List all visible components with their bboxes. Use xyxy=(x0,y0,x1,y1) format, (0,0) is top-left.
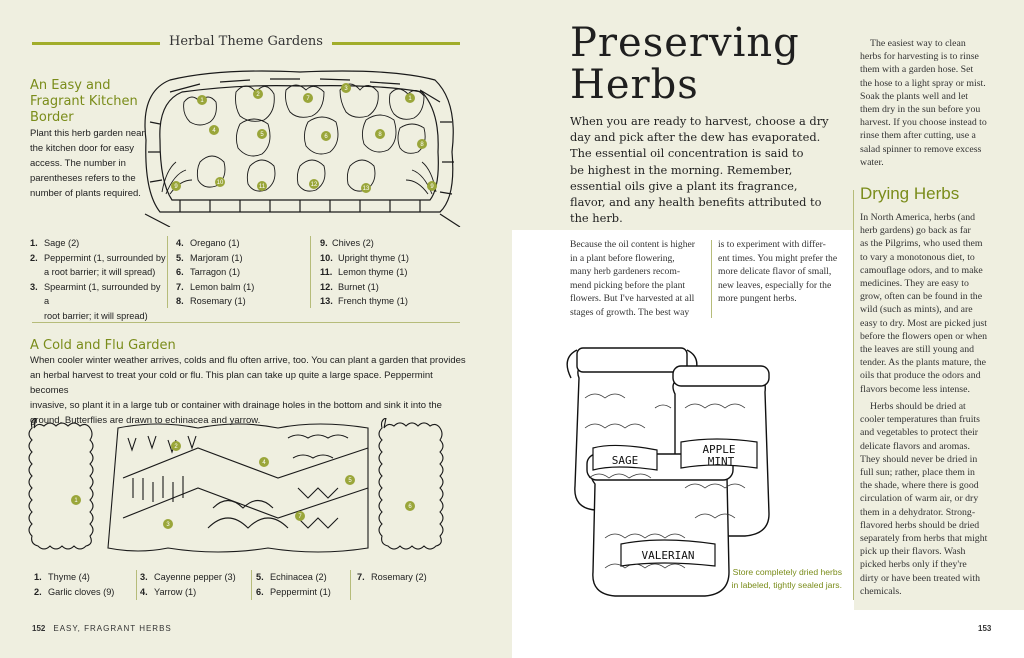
garden2-body-line: When cooler winter weather arrives, colds and flu often arrive, too. You can plant a garden that provides xyxy=(30,355,466,366)
item-label: Marjoram (1) xyxy=(190,252,243,263)
list-item xyxy=(176,236,304,251)
item-number: 1. xyxy=(34,572,42,582)
garden1-plant-list-col1 xyxy=(30,236,166,323)
item-label: Burnet (1) xyxy=(338,281,379,292)
list-item xyxy=(320,294,460,309)
sidebar-line: Herbs should be dried at xyxy=(870,401,966,412)
drying-paragraph-2 xyxy=(860,400,994,598)
item-number: 9. xyxy=(320,238,328,248)
left-folio xyxy=(32,624,172,633)
list-item xyxy=(176,251,304,266)
sidebar-line: as the Pilgrims, who used them xyxy=(860,238,983,250)
list-item xyxy=(140,585,252,600)
herb-jars-illustration xyxy=(565,338,775,600)
sidebar-line: tender. As the plants mature, the xyxy=(860,357,986,369)
body-line: new leaves, especially for the xyxy=(718,279,832,291)
item-label: Upright thyme (1) xyxy=(338,252,409,263)
list-divider xyxy=(350,570,351,600)
sidebar-line: herb gardens) go back as far xyxy=(860,225,971,237)
list-item xyxy=(30,280,166,309)
list-item xyxy=(140,570,252,585)
marker-number: 6 xyxy=(324,134,328,140)
item-label: Garlic cloves (9) xyxy=(48,586,115,597)
apple-mint-jar-lid xyxy=(673,366,769,386)
kitchen-garden-plan-illustration xyxy=(140,62,465,227)
item-label: Chives (2) xyxy=(332,238,374,248)
list-item xyxy=(176,280,304,295)
marker-number: 13 xyxy=(362,186,370,192)
sidebar-line: chemicals. xyxy=(860,585,902,597)
sidebar-line: They should never be dried in xyxy=(860,453,978,465)
marker-number: 8 xyxy=(378,132,382,138)
marker-number: 2 xyxy=(256,92,260,98)
jar-label-text: VALERIAN xyxy=(641,549,695,562)
body-line: Because the oil content is higher xyxy=(570,239,695,250)
intro-line: flavor, and any health benefits attributed to xyxy=(570,195,822,210)
sidebar-line: them dry in the sun before you xyxy=(860,104,981,116)
item-label: Lemon balm (1) xyxy=(190,281,255,292)
intro-line: day and pick after the dew has evaporated. xyxy=(570,130,821,145)
garden2-body xyxy=(30,353,470,428)
running-head-text: Herbal Theme Gardens xyxy=(169,34,323,49)
item-label: Yarrow (1) xyxy=(154,586,197,597)
item-number: 7. xyxy=(176,281,184,292)
cold-flu-garden-plan-illustration xyxy=(28,418,458,563)
sidebar-rule xyxy=(853,190,854,600)
marker-number: 2 xyxy=(174,444,178,450)
sidebar-line: picked herbs only if they're xyxy=(860,559,967,571)
list-item xyxy=(176,265,304,280)
item-number: 3. xyxy=(140,572,148,582)
garden1-body-line: Plant this herb garden near xyxy=(30,128,145,139)
garden1-body-line: access. The number in xyxy=(30,158,126,169)
sidebar-line: the leaves are still young and xyxy=(860,344,974,356)
jar-label-text: MINT xyxy=(707,455,735,468)
sidebar-line: camouflage odors, and to make xyxy=(860,264,983,276)
garden1-title-line: An Easy and xyxy=(30,78,111,93)
item-label: Oregano (1) xyxy=(190,238,240,248)
item-label: Tarragon (1) xyxy=(190,267,241,277)
garden2-body-line: an herbal harvest to treat your cold or flu. This plan can take up quite a large space. Peppermint becomes xyxy=(30,370,433,396)
item-number: 4. xyxy=(140,586,148,597)
list-divider xyxy=(310,236,311,308)
section-divider xyxy=(32,322,460,323)
sidebar-line: circulation of warm air, or dry xyxy=(860,493,979,505)
sidebar-line: and vegetables to protect their xyxy=(860,427,979,439)
list-divider xyxy=(251,570,252,600)
sidebar-line: water. xyxy=(860,156,884,168)
marker-number: 7 xyxy=(298,514,302,520)
item-number: 1. xyxy=(30,238,38,248)
marker-number: 3 xyxy=(166,522,170,528)
sidebar-line: flavored herbs should be dried xyxy=(860,519,980,531)
intro-line: When you are ready to harvest, choose a dry xyxy=(570,114,829,128)
item-label: a root barrier; it will spread) xyxy=(44,267,156,277)
marker-number: 4 xyxy=(262,460,266,466)
item-label: French thyme (1) xyxy=(338,296,408,306)
item-label: Lemon thyme (1) xyxy=(338,267,408,277)
item-number: 5. xyxy=(176,252,184,263)
sidebar-line: separately from herbs that might xyxy=(860,533,988,545)
folio-text: EASY, FRAGRANT HERBS xyxy=(53,624,172,633)
sidebar-top-paragraph xyxy=(860,37,994,169)
item-label: Rosemary (2) xyxy=(371,572,427,582)
marker-number: 4 xyxy=(212,128,216,134)
body-line: stages of growth. The best way xyxy=(570,306,690,318)
list-item xyxy=(34,570,134,585)
list-divider xyxy=(136,570,137,600)
item-number: 4. xyxy=(176,238,184,248)
marker-number: 6 xyxy=(408,504,412,510)
garden2-plant-list-col3 xyxy=(256,570,348,599)
item-number: 6. xyxy=(176,267,184,277)
garden1-title-line: Fragrant Kitchen xyxy=(30,94,138,109)
sidebar-line: pick up their flavors. Wash xyxy=(860,546,966,558)
list-item xyxy=(357,570,457,585)
item-number: 13. xyxy=(320,296,333,306)
sidebar-line: In North America, herbs (and xyxy=(860,212,976,223)
sidebar-line: easy to dry. Most are picked just xyxy=(860,317,987,329)
sidebar-line: them with a garden hose. Set xyxy=(860,64,974,76)
jar-label-text: SAGE xyxy=(611,454,639,467)
center-bed-outline xyxy=(108,424,368,552)
body-line: flowers. But I've harvested at all xyxy=(570,293,695,304)
drying-herbs-heading: Drying Herbs xyxy=(860,184,960,203)
sidebar-line: medicines. They are easy to xyxy=(860,278,969,290)
garden2-body-line: invasive, so plant it in a large tub or container with drainage holes in the bottom and sink it into the xyxy=(30,400,442,411)
marker-number: 8 xyxy=(420,142,424,148)
caption-line: Store completely dried herbs xyxy=(732,567,842,577)
item-number: 10. xyxy=(320,252,333,263)
sidebar-line: the hose to a light spray or mist. xyxy=(860,77,986,89)
list-item xyxy=(320,280,460,295)
body-column-1 xyxy=(570,238,708,319)
item-number: 2. xyxy=(34,586,42,597)
sidebar-line: salad spinner to remove excess xyxy=(860,143,982,155)
item-label: Echinacea (2) xyxy=(270,572,327,582)
garden1-body-line: parentheses refers to the xyxy=(30,173,136,184)
marker-number: 10 xyxy=(216,180,224,186)
item-number: 12. xyxy=(320,281,333,292)
item-label: Peppermint (1, surrounded by xyxy=(44,252,166,263)
running-head-rule-right xyxy=(332,42,460,45)
item-label: Thyme (4) xyxy=(48,572,90,582)
garden2-title: A Cold and Flu Garden xyxy=(30,338,176,353)
list-item xyxy=(256,570,348,585)
intro-line: The essential oil concentration is said to xyxy=(570,146,804,161)
list-item-continuation xyxy=(30,265,166,280)
marker-number: 3 xyxy=(344,86,348,92)
sidebar-line: dirty or have been treated with xyxy=(860,572,980,584)
body-column-2 xyxy=(718,238,850,306)
item-number: 2. xyxy=(30,252,38,263)
jar-label-text: APPLE xyxy=(702,443,736,456)
sidebar-line: Soak the plants well and let xyxy=(860,90,969,102)
list-item xyxy=(30,236,166,251)
sidebar-line: before the flowers open or when xyxy=(860,330,988,342)
sidebar-line: oils that produce the odors and xyxy=(860,370,981,382)
thyme-bed-right xyxy=(379,418,443,549)
intro-line: the herb. xyxy=(570,211,623,226)
item-number: 11. xyxy=(320,267,333,277)
drying-paragraph-1 xyxy=(860,211,994,396)
sidebar-line: herbs for harvesting is to rinse xyxy=(860,51,979,63)
sidebar-line: cooler temperatures than fruits xyxy=(860,414,980,426)
list-divider xyxy=(167,236,168,308)
page-title-line: Herbs xyxy=(570,62,699,108)
marker-number: 1 xyxy=(74,498,78,504)
thyme-bed-left xyxy=(29,418,93,549)
sidebar-line: harvest. If you choose instead to xyxy=(860,117,987,129)
page-number: 153 xyxy=(978,624,992,633)
marker-number: 5 xyxy=(348,478,352,484)
list-item xyxy=(320,236,460,251)
sidebar-line: the shade, where there is good xyxy=(860,480,979,492)
marker-number: 5 xyxy=(260,132,264,138)
sidebar-line: delicate flavors and aromas. xyxy=(860,440,970,452)
list-item-continuation xyxy=(30,309,166,324)
body-line: in a plant before flowering, xyxy=(570,252,675,264)
column-divider xyxy=(711,240,712,318)
sidebar-line: grow, often can be found in the xyxy=(860,291,983,303)
illustration-caption xyxy=(712,566,842,592)
item-label: Sage (2) xyxy=(44,238,80,248)
item-number: 3. xyxy=(30,281,38,292)
sage-jar-lid xyxy=(577,348,687,372)
list-item xyxy=(320,265,460,280)
body-line: many herb gardeners recom- xyxy=(570,266,681,277)
sidebar-line: full sun; rather, place them in xyxy=(860,467,975,479)
right-folio xyxy=(978,624,999,633)
marker-number: 11 xyxy=(258,184,266,190)
list-item xyxy=(320,251,460,266)
sidebar-line: flavors become less intense. xyxy=(860,383,970,395)
intro-paragraph xyxy=(570,113,850,226)
garden1-body-line: number of plants required. xyxy=(30,188,141,199)
body-line: more delicate flavor of small, xyxy=(718,266,832,277)
border-stones-outline xyxy=(145,71,453,212)
page-title-line: Preserving xyxy=(570,20,800,66)
caption-line: in labeled, tightly sealed jars. xyxy=(731,580,842,590)
item-number: 6. xyxy=(256,586,264,597)
body-line: is to experiment with differ- xyxy=(718,239,826,250)
marker-number: 1 xyxy=(200,98,204,104)
garden2-body-line: ground. Butterflies are drawn to echinacea and yarrow. xyxy=(30,415,261,426)
item-label: Spearmint (1, surrounded by a xyxy=(44,281,161,306)
page-title xyxy=(570,22,800,106)
sidebar-line: The easiest way to clean xyxy=(870,38,966,49)
sidebar-line: them in a dehydrator. Strong- xyxy=(860,506,976,518)
list-item xyxy=(256,585,348,600)
body-line: mend picking before the plant xyxy=(570,279,686,291)
item-label: Rosemary (1) xyxy=(190,296,246,306)
page-number: 152 xyxy=(32,624,46,633)
body-line: more pungent herbs. xyxy=(718,293,797,304)
list-item xyxy=(34,585,134,600)
garden2-plant-list-col2 xyxy=(140,570,252,599)
item-number: 7. xyxy=(357,572,365,582)
item-label: Peppermint (1) xyxy=(270,586,331,597)
marker-number: 9 xyxy=(174,184,178,190)
garden1-plant-list-col3 xyxy=(320,236,460,309)
sidebar-line: rinse them after cutting, use a xyxy=(860,130,976,142)
item-label: Cayenne pepper (3) xyxy=(154,572,236,582)
garden2-plant-list-col4 xyxy=(357,570,457,585)
marker-number: 12 xyxy=(310,182,318,188)
marker-number: 9 xyxy=(430,184,434,190)
marker-number: 1 xyxy=(408,96,412,102)
running-head xyxy=(32,34,460,52)
garden1-body-line: the kitchen door for easy xyxy=(30,143,135,154)
garden1-plant-list-col2 xyxy=(176,236,304,309)
right-page-bottom-strip xyxy=(854,610,1024,658)
item-number: 8. xyxy=(176,296,184,306)
intro-line: be highest in the morning. Remember, xyxy=(570,162,793,177)
item-label: root barrier; it will spread) xyxy=(44,310,148,321)
body-line: ent times. You might prefer the xyxy=(718,252,838,264)
garden1-title-line: Border xyxy=(30,110,74,125)
list-item xyxy=(30,251,166,266)
item-number: 5. xyxy=(256,572,264,582)
intro-line: essential oils give a plant its fragrance, xyxy=(570,178,798,193)
valerian-jar xyxy=(591,462,729,596)
sidebar-line: wild (such as mints), and are xyxy=(860,304,973,316)
garden2-plant-list-col1 xyxy=(34,570,134,599)
marker-number: 7 xyxy=(306,96,310,102)
sidebar-line: to vary a monotonous diet, to xyxy=(860,251,975,263)
list-item xyxy=(176,294,304,309)
